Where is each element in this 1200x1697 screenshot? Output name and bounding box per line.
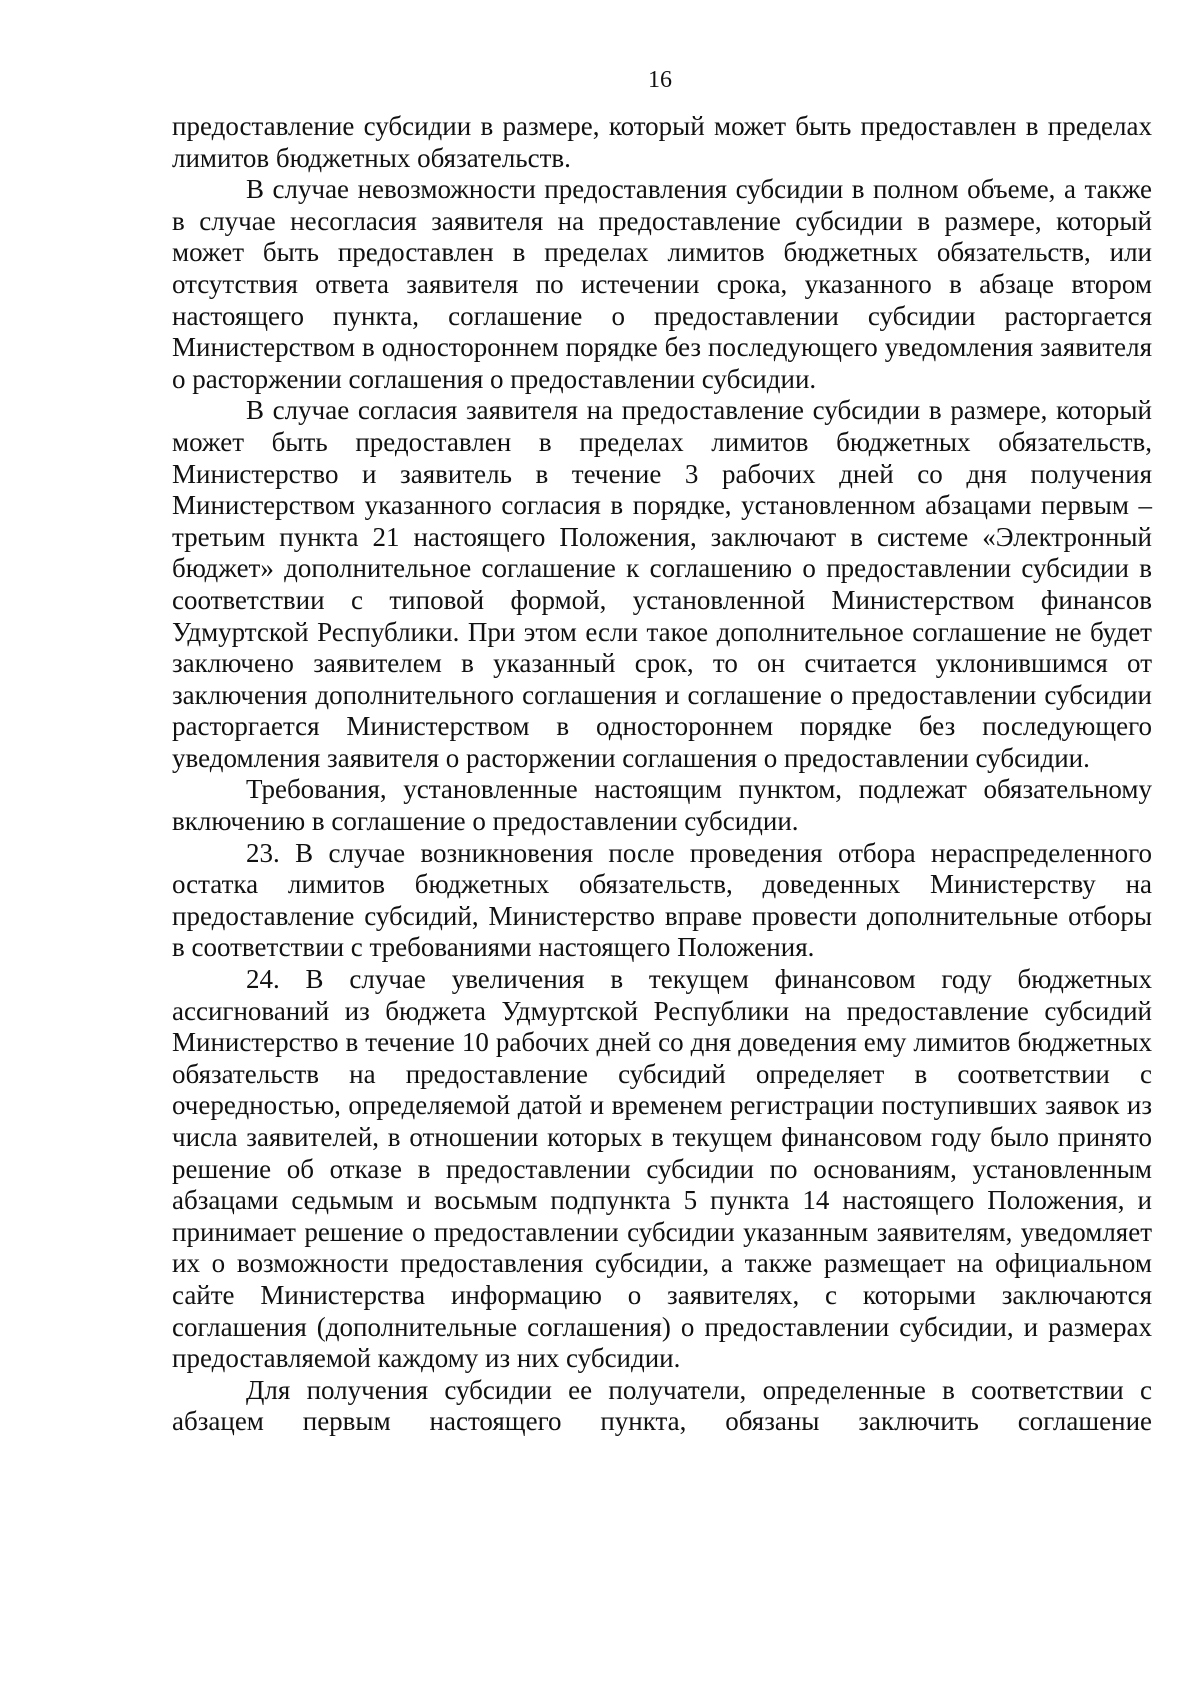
page-number: 16 bbox=[648, 67, 672, 93]
paragraph-requirements-inclusion: Требования, установленные настоящим пунктом, подлежат обязательному включению в соглашение о предоставлении субсидии. bbox=[172, 774, 1152, 837]
paragraph-continuation: предоставление субсидии в размере, который может быть предоставлен в пределах лимитов бюджетных обязательств. bbox=[172, 111, 1152, 173]
paragraph-consent-additional-agreement: В случае согласия заявителя на предоставление субсидии в размере, который может быть предоставлен в пределах лимитов бюджетных обязательств, Министерство и заявитель в течение 3 рабочих дней со дня получения Министерством указанного согласия в порядке, установленном абзацами первым – третьим пункта 21 настоящего Положения, заключают в системе «Электронный бюджет» дополнительное соглашение к соглашению о предоставлении субсидии в соответствии с типовой формой, установленной Министерством финансов Удмуртской Республики. При этом если такое дополнительное соглашение не будет заключено заявителем в указанный срок, то он считается уклонившимся от заключения дополнительного соглашения и соглашение о предоставлении субсидии расторгается Министерством в одностороннем порядке без последующего уведомления заявителя о расторжении соглашения о предоставлении субсидии. bbox=[172, 395, 1152, 773]
paragraph-termination-unilateral: В случае невозможности предоставления субсидии в полном объеме, а также в случае несогласия заявителя на предоставление субсидии в размере, который может быть предоставлен в пределах лимитов бюджетных обязательств, или отсутствия ответа заявителя по истечении срока, указанного в абзаце втором настоящего пункта, соглашение о предоставлении субсидии расторгается Министерством в одностороннем порядке без последующего уведомления заявителя о расторжении соглашения о предоставлении субсидии. bbox=[172, 174, 1152, 394]
paragraph-obtaining-subsidy: Для получения субсидии ее получатели, определенные в соответствии с абзацем первым настоящего пункта, обязаны заключить соглашение bbox=[172, 1374, 1152, 1437]
document-body bbox=[172, 111, 1152, 1438]
paragraph-item-24: 24. В случае увеличения в текущем финансовом году бюджетных ассигнований из бюджета Удмуртской Республики на предоставление субсидий Министерство в течение 10 рабочих дней со дня доведения ему лимитов бюджетных обязательств на предоставление субсидий определяет в соответствии с очередностью, определяемой датой и временем регистрации поступивших заявок из числа заявителей, в отношении которых в текущем финансовом году было принято решение об отказе в предоставлении субсидии по основаниям, установленным абзацами седьмым и восьмым подпункта 5 пункта 14 настоящего Положения, и принимает решение о предоставлении субсидии указанным заявителям, уведомляет их о возможности предоставления субсидии, а также размещает на официальном сайте Министерства информацию о заявителях, с которыми заключаются соглашения (дополнительные соглашения) о предоставлении субсидии, и размерах предоставляемой каждому из них субсидии. bbox=[172, 964, 1152, 1374]
paragraph-item-23: 23. В случае возникновения после проведения отбора нераспределенного остатка лимитов бюджетных обязательств, доведенных Министерству на предоставление субсидий, Министерство вправе провести дополнительные отборы в соответствии с требованиями настоящего Положения. bbox=[172, 837, 1152, 963]
